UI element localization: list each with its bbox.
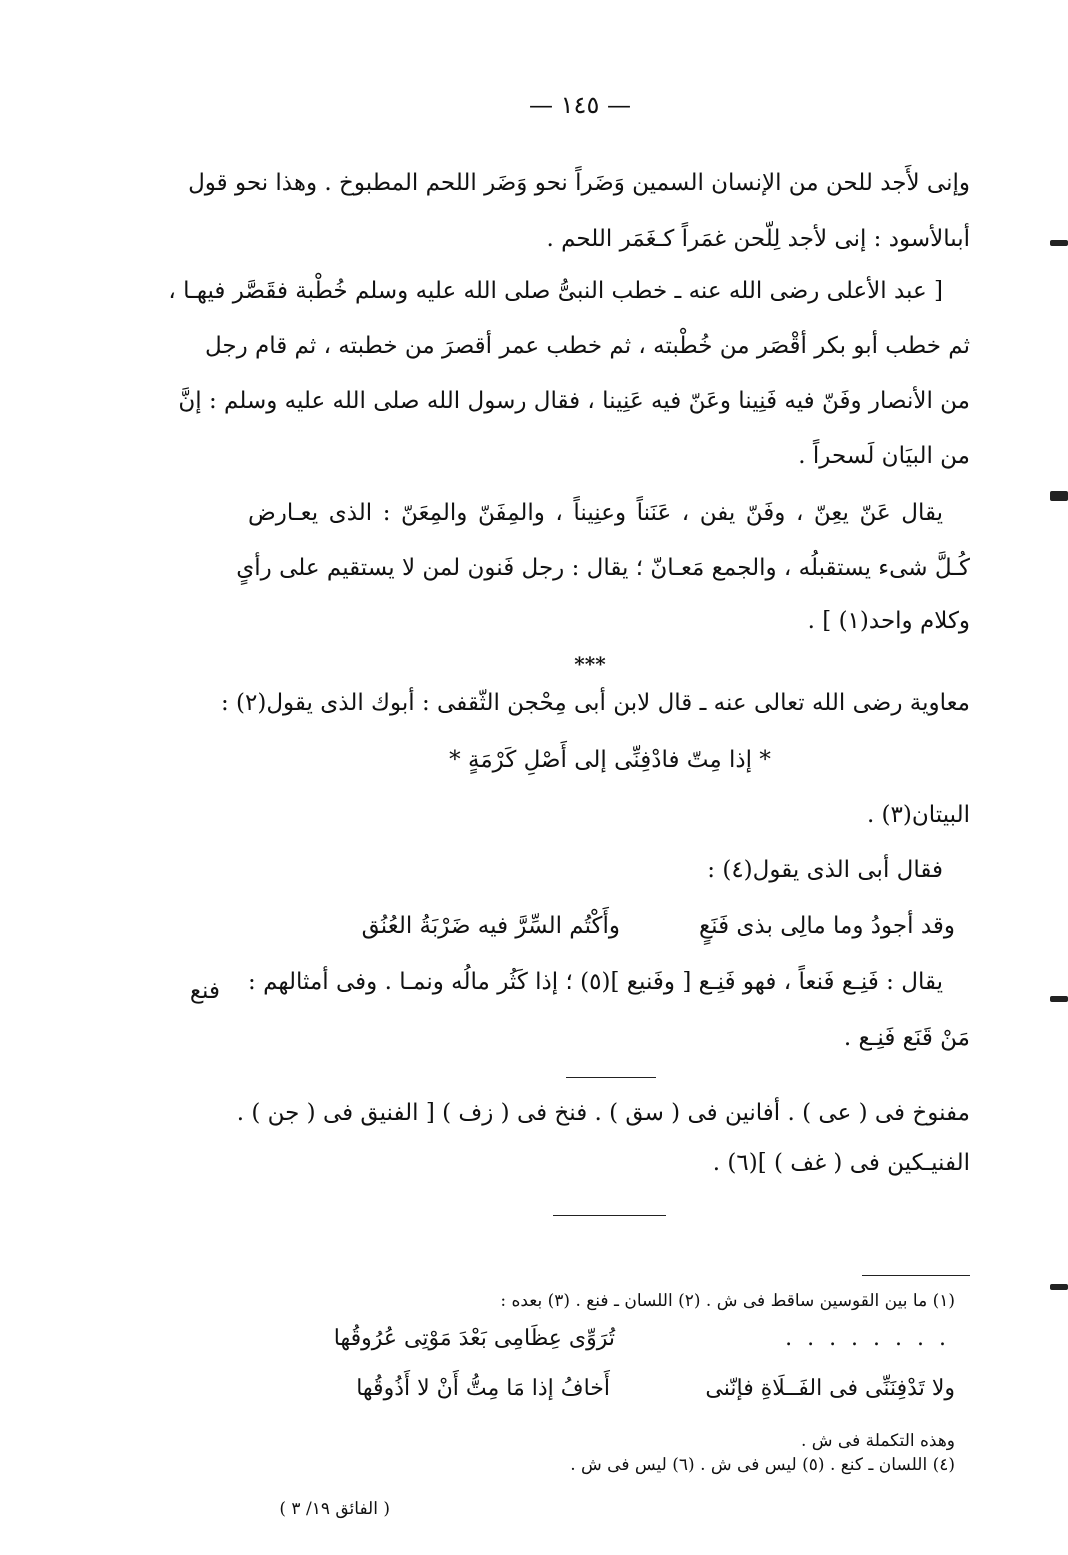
footnote-verse-left: تُرَوِّى عِظَامِى بَعْدَ مَوْتِى عُرُوقُها [333, 1326, 615, 1351]
footnote-verse-left: أَخافُ إذا مَا مِتُّ أَنْ لا أَذُوقُها [356, 1376, 610, 1401]
verse-left-hemistich: وأَكْتُم السِّرَّ فيه ضَرْبَةُ العُنُق [361, 913, 620, 939]
scan-edge-mark [1050, 996, 1068, 1002]
footnote-line: (١) ما بين القوسين ساقط فى ش . (٢) اللسان ـ فنع . (٣) بعده : [500, 1291, 955, 1311]
paragraph-line: فقال أبى الذى يقول(٤) : [707, 857, 943, 883]
page-number: — ١٤٥ — [529, 91, 631, 119]
scan-edge-mark [1050, 1284, 1068, 1290]
paragraph-line: كُـلَّ شىء يستقبلُه ، والجمع مَعـانّ ؛ يقال : رجل فَنون لمن لا يستقيم على رأىٍ [236, 555, 970, 581]
footnote-verse-right: ولا تَدْفِنَنِّى فى الفَــلَاةِ فإنّنى [705, 1376, 955, 1401]
margin-headword: فنع [189, 978, 220, 1004]
paragraph-line: أبىالأسود : إنى لأجد لِلّحن غمَراً كـغَمَر اللحم . [546, 226, 970, 252]
paragraph-line: [ عبد الأعلى رضى الله عنه ـ خطب النبىُّ صلى الله عليه وسلم خُطْبة فقَصَّر فيهـا ، [168, 278, 943, 304]
paragraph-line: وإنى لأَجد للحن من الإنسان السمين وَضَراً نحو وَضَر اللحم المطبوخ . وهذا نحو قول [188, 170, 970, 196]
scan-edge-mark [1050, 240, 1068, 246]
paragraph-line: مفنوخ فى ( عى ) . أفانين فى ( سق ) . فنخ فى ( زف ) [ الفنيق فى ( جن ) . [236, 1100, 970, 1126]
footnote-line: (٤) اللسان ـ كنع . (٥) ليس فى ش . (٦) ليس فى ش . [570, 1455, 955, 1475]
paragraph-line: ثم خطب أبو بكر أقْصَر من خُطْبته ، ثم خطب عمر أقصرَ من خطبته ، ثم قام رجل [204, 333, 970, 359]
footnote-line: وهذه التكملة فى ش . [800, 1431, 955, 1451]
paragraph-line: يقال عَنّ يعِنّ ، وفَنّ يفن ، عَنَناً وعنِيناً ، والمِفَنّ والمِعَنّ : الذى يعـارض [248, 500, 943, 526]
paragraph-line: معاوية رضى الله تعالى عنه ـ قال لابن أبى مِحْجن الثّقفى : أبوك الذى يقول(٢) : [220, 690, 970, 716]
verse-line: * إذا مِتّ فادْفِنِّى إلى أَصْلِ كَرْمَةٍ * [449, 747, 771, 773]
paragraph-line: مَنْ قَنَع فَنِـع . [843, 1025, 970, 1051]
scan-edge-mark [1050, 491, 1068, 501]
paragraph-line: وكلام واحد(١) ] . [807, 608, 970, 634]
divider [553, 1215, 666, 1216]
paragraph-line: الفنيـكين فى ( غف ) ](٦) . [712, 1150, 970, 1176]
paragraph-line: يقال : فَنِـع فَنعاً ، فهو فَنِـع [ وفَنيع ](٥) ؛ إذا كَثُر مالُه ونمـا . وفى أمثالهم : [248, 969, 944, 995]
paragraph-line: من البيَان لَسحراً . [798, 443, 970, 469]
paragraph-line: من الأنصار وفَنّ فيه فَنِينا وعَنّ فيه عَنِينا ، فقال رسول الله صلى الله عليه وسلم : إنَّ [178, 388, 970, 414]
divider [566, 1077, 656, 1078]
footnote-verse-right: . . . . . . . . [785, 1326, 950, 1351]
paragraph-line: البيتان(٣) . [866, 802, 970, 828]
section-separator: *** [574, 652, 606, 676]
verse-right-hemistich: وقد أجودُ وما مالِى بذى فَنَعٍ [698, 913, 955, 939]
footnote-divider [862, 1275, 970, 1276]
signature-mark: ( الفائق ١٩/ ٣ ) [279, 1499, 390, 1519]
